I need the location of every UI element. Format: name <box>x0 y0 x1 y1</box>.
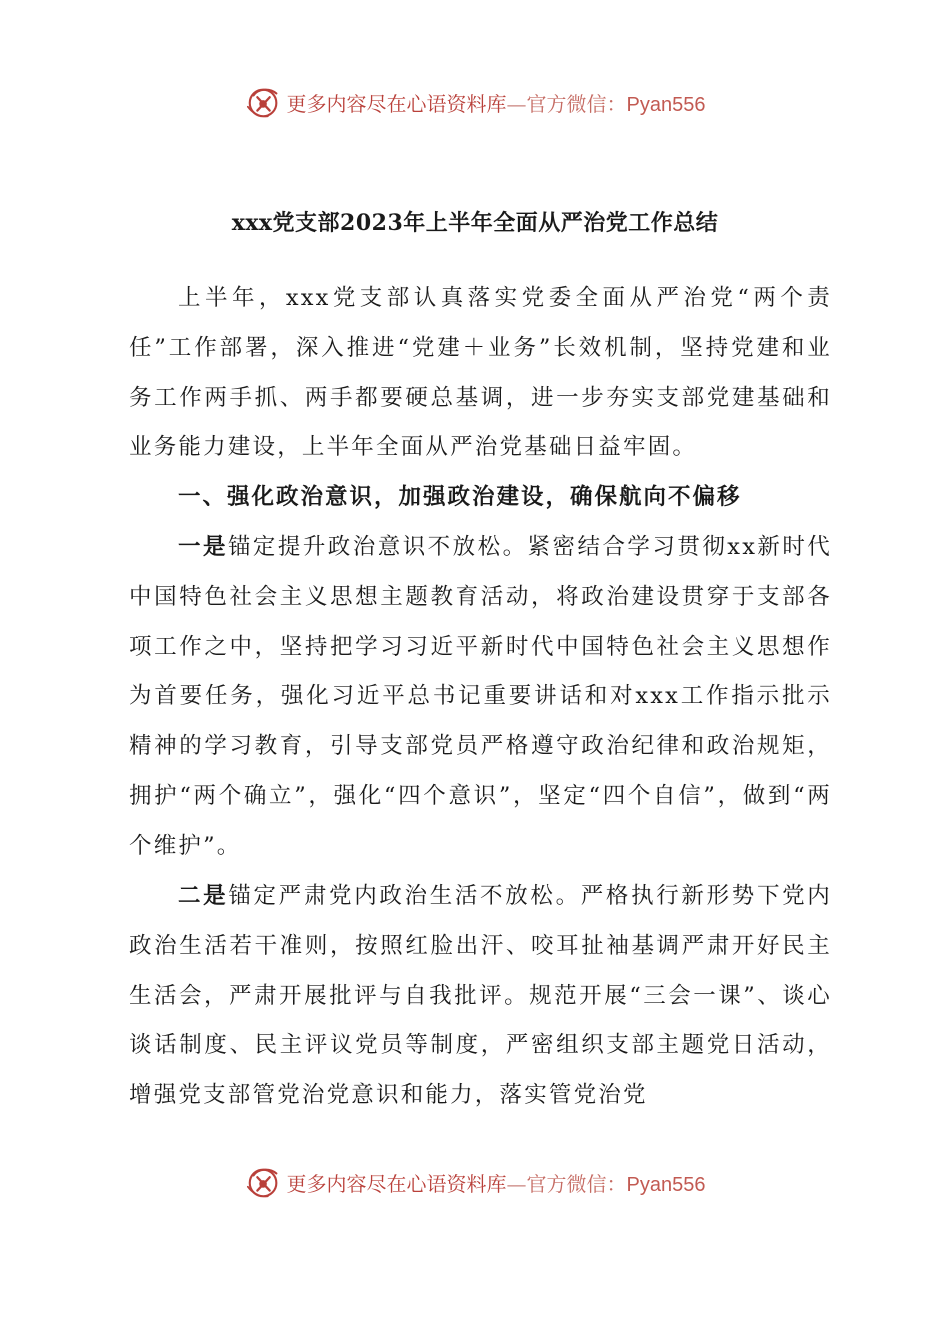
watermark-separator: — <box>506 1171 527 1196</box>
watermark-wechat-label: 官方微信： <box>526 91 627 116</box>
watermark-wechat-id: Pyan556 <box>626 93 706 116</box>
paragraph-text: 锚定提升政治意识不放松。紧密结合学习贯彻xx新时代中国特色社会主义思想主题教育活动，将政治建设贯穿于支部各项工作之中，坚持把学习习近平新时代中国特色社会主义思想作为首要任务，强化习近平总书记重要讲话和对xxx工作指示批示精神的学习教育，引导支部党员严格遵守政治纪律和政治规矩，拥护“两个确立”，强化“四个意识”，坚定“四个自信”，做到“两个维护”。 <box>129 534 832 859</box>
watermark-logo-icon <box>245 1163 283 1201</box>
paragraph-lead: 二是 <box>178 883 229 909</box>
watermark-logo-icon <box>245 83 283 121</box>
header-watermark <box>0 78 950 126</box>
watermark-separator: — <box>506 91 527 116</box>
document-title: xxx党支部2023年上半年全面从严治党工作总结 <box>231 210 719 236</box>
section-heading: 一、强化政治意识，加强政治建设，确保航向不偏移 <box>178 484 742 510</box>
footer-watermark <box>0 1158 950 1206</box>
paragraph <box>129 523 832 872</box>
paragraph <box>129 872 832 1121</box>
intro-paragraph: 上半年，xxx党支部认真落实党委全面从严治党“两个责任”工作部署，深入推进“党建＋业务”长效机制，坚持党建和业务工作两手抓、两手都要硬总基调，进一步夯实支部党建基础和业务能力建设，上半年全面从严治党基础日益牢固。 <box>129 285 832 461</box>
watermark-wechat-id: Pyan556 <box>626 1173 706 1196</box>
watermark-text: 更多内容尽在心语资料库 <box>286 1171 507 1196</box>
paragraph-text: 锚定严肃党内政治生活不放松。严格执行新形势下党内政治生活若干准则，按照红脸出汗、咬耳扯袖基调严肃开好民主生活会，严肃开展批评与自我批评。规范开展“三会一课”、谈心谈话制度、民主评议党员等制度，严密组织支部主题党日活动，增强党支部管党治党意识和能力，落实管党治党 <box>129 883 832 1109</box>
paragraph-lead: 一是 <box>178 534 228 560</box>
watermark-wechat-label: 官方微信： <box>526 1171 627 1196</box>
watermark-text: 更多内容尽在心语资料库 <box>286 91 507 116</box>
